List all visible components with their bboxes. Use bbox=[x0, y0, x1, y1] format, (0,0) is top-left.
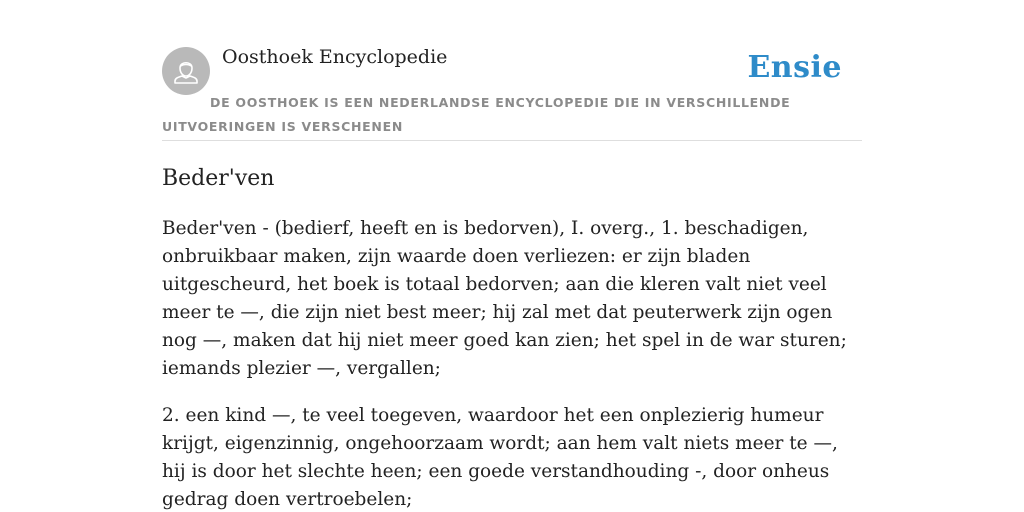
entry-paragraph: 2. een kind —, te veel toegeven, waardoor het een onplezierig humeur krijgt, eigenzinnig, ongehoorzaam wordt; aan hem valt niets meer te —, hij is door het slechte heen; een goede verstandhouding -, door onheus gedrag doen vertroebelen; bbox=[162, 405, 838, 510]
entry-paragraph: Beder'ven - (bedierf, heeft en is bedorven), I. overg., 1. beschadigen, onbruikbaar maken, zijn waarde doen verliezen: er zijn bladen uitgescheurd, het boek is totaal bedorven; aan die kleren valt niet veel meer te —, die zijn niet best meer; hij zal met dat peuterwerk zijn ogen nog —, maken dat hij niet meer goed kan zien; het spel in de war sturen; iemands plezier —, vergallen; bbox=[162, 218, 847, 379]
user-placeholder-icon bbox=[162, 47, 210, 95]
ensie-logo-link[interactable]: Ensie bbox=[747, 50, 842, 85]
entry-title: Beder'ven bbox=[162, 166, 275, 191]
source-description: DE OOSTHOEK IS EEN NEDERLANDSE ENCYCLOPEDIE DIE IN VERSCHILLENDE UITVOERINGEN IS VERSCHENEN bbox=[162, 95, 791, 134]
entry-content bbox=[162, 160, 862, 512]
source-title-link[interactable]: Oosthoek Encyclopedie bbox=[222, 46, 448, 68]
source-header bbox=[162, 44, 862, 141]
